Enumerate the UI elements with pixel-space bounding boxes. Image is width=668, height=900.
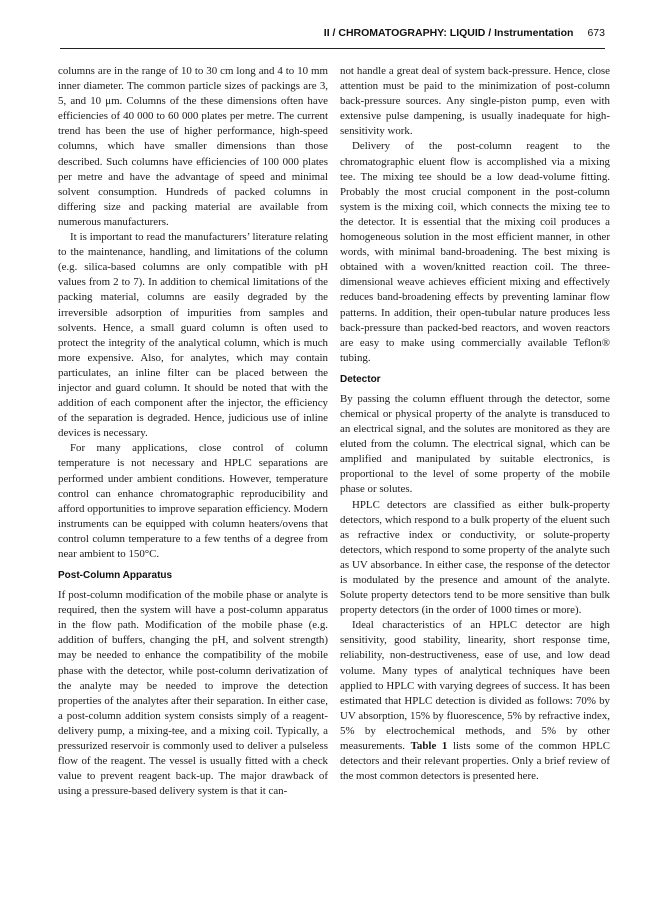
- paragraph-columns-dimensions: columns are in the range of 10 to 30 cm long and 4 to 10 mm inner diameter. The common particle sizes of packings are 3, 5, and 10 μm. Columns of the these dimensions often have efficiencies of 40 000 to 60 000 plates per metre. The current trend has been the use of higher performance, high-speed columns, which have smaller dimensions than those described. Such columns have efficiencies of 100 000 plates per metre and have the advantage of speed and minimal solvent consumption. Hundreds of packed columns in differing size and packing material are available from numerous manufacturers.: [58, 65, 328, 228]
- paragraph-detector-classification: HPLC detectors are classified as either bulk-property detectors, which respond to a bulk property of the eluent such as refractive index or conductivity, or solute-property detectors, which respond to some property of the analyte such as UV absorbance. In either case, the response of the detector is modulated by the presence and amount of the analyte. Solute property detectors tend to be more sensitive than bulk property detectors (in the order of 1000 times or more).: [340, 498, 610, 617]
- running-head: [60, 27, 605, 43]
- paragraph-back-pressure: not handle a great deal of system back-pressure. Hence, close attention must be paid to the minimization of post-column back-pressure sources. Any single-piston pump, even with extensive pulse dampening, is usually inadequate for high-sensitivity work.: [340, 65, 610, 138]
- paragraph-temperature-control: For many applications, close control of column temperature is not necessary and HPLC separations are performed under ambient conditions. However, temperature control can enhance chromatographic reproducibility and afford opportunities to improve separation efficiency. Modern instruments can be equipped with column heaters/ovens that control column temperature to a few tenths of a degree from near ambient to 150°C.: [58, 442, 328, 560]
- header-rule: [60, 48, 605, 49]
- page-number: 673: [587, 27, 605, 39]
- section-heading-post-column-apparatus: Post-Column Apparatus: [58, 570, 173, 582]
- paragraph-post-column-modification: If post-column modification of the mobile phase or analyte is required, then the system will have a post-column apparatus in the flow path. Modification of the mobile phase (e.g. addition of buffers, changing the pH, and solvent strength) may be needed to enhance the compatibility of the mobile phase with the detector, while post-column derivatization of the analyte may be needed to improve the detection properties of the analytes after their separation. In either case, a post-column addition system consists simply of a reagent-delivery pump, a mixing-tee, and a mixing coil. Typically, a pressurized reservoir is commonly used to deliver a pulseless flow of the reagent. The vessel is usually fitted with a check value to prevent reagent back-up. The major drawback of using a pressure-based delivery system is that it can-: [58, 589, 328, 798]
- paragraph-column-maintenance: It is important to read the manufacturers’ literature relating to the maintenance, handling, and limitations of the column (e.g. silica-based columns are only compatible with pH values from 2 to 7). In addition to chemical limitations of the packing material, columns are easily degraded by the irreversible adsorption of impurities from samples and solvents. Hence, a small guard column is often used to protect the integrity of the analytical column, which is much more expensive. Also, for analytes, which may contain particulates, an inline filter can be placed between the injector and guard column. It should be noted that with the addition of each component after the injector, the efficiency of the separation is degraded. Hence, judicious use of inline devices is necessary.: [58, 231, 328, 440]
- running-head-title: II / CHROMATOGRAPHY: LIQUID / Instrumentation: [323, 27, 574, 39]
- paragraph-mixing-tee: Delivery of the post-column reagent to the chromatographic eluent flow is accomplished via a mixing tee. The mixing tee should be a low dead-volume fitting. Probably the most crucial component in the post-column system is the mixing coil, which connects the mixing tee to the detector. It is essential that the mixing coil produces a homogeneous solution in the most efficient manner, in other words, with minimal band-broadening. The best mixing is obtained with a woven/knitted reaction coil. The three-dimensional weave achieves efficient mixing and effectively reduces band-broadening effects by preventing laminar flow patterns. In addition, their open-tubular nature produces less back-pressure than packed-bed reactors, and woven reactors are easy to make using commercially available Teflon® tubing.: [340, 140, 610, 364]
- section-heading-detector: Detector: [340, 373, 381, 385]
- table-1-reference[interactable]: Table 1: [410, 740, 448, 753]
- ideal-detector-text-end: lists some of the common HPLC detectors and their relevant properties. Only a brief review of the most common detectors is presented here.: [340, 740, 610, 783]
- right-column: [340, 64, 610, 876]
- ideal-detector-text: Ideal characteristics of an HPLC detector are high sensitivity, good stability, linearity, short response time, reliability, non-destructiveness, ease of use, and low dead volume. Many types of analytical techniques have been applied to HPLC with varying degrees of success. It has been estimated that HPLC detection is divided as follows: 70% by UV absorption, 15% by fluorescence, 5% by refractive index, 5% by electrochemical methods, and 5% by other measurements.: [340, 619, 610, 753]
- paragraph-ideal-detector: [340, 618, 610, 784]
- left-column: [58, 64, 328, 876]
- paragraph-detector-transduction: By passing the column effluent through the detector, some chemical or physical property of the analyte is transduced to an electrical signal, and the solutes are monitored as they are eluted from the column. The electrical signal, which can be amplified and manipulated by suitable electronics, is proportional to the level of some property of the mobile phase or solutes.: [340, 392, 610, 496]
